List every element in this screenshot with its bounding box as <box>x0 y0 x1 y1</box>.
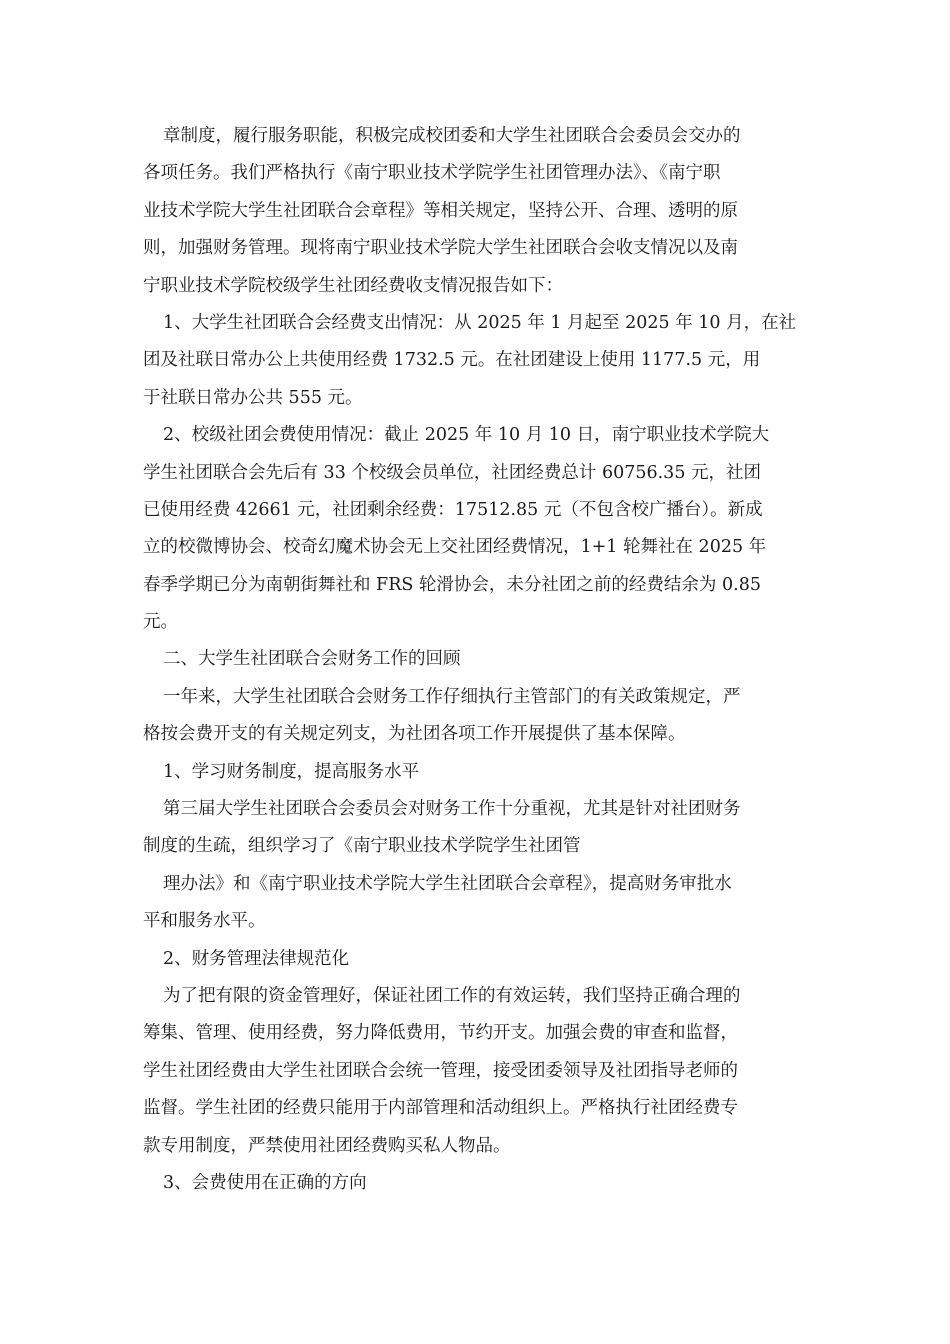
text-line: 于社联日常办公共 555 元。 <box>143 387 363 408</box>
text-line: 制度的生疏，组织学习了《南宁职业技术学院学生社团管 <box>143 836 581 857</box>
text-line: 理办法》和《南宁职业技术学院大学生社团联合会章程》，提高财务审批水 <box>163 873 732 894</box>
text-line: 一年来，大学生社团联合会财务工作仔细执行主管部门的有关政策规定，严 <box>163 686 741 707</box>
text-line: 立的校微博协会、校奇幻魔术协会无上交社团经费情况，1+1 轮舞社在 2025 年 <box>143 537 767 558</box>
text-line: 格按会费开支的有关规定列支，为社团各项工作开展提供了基本保障。 <box>143 724 686 745</box>
text-line: 学生社团经费由大学生社团联合会统一管理，接受团委领导及社团指导老师的 <box>143 1060 738 1081</box>
text-line: 1、大学生社团联合会经费支出情况：从 2025 年 1 月起至 2025 年 10 月，在社 <box>163 312 797 333</box>
text-line: 各项任务。我们严格执行《南宁职业技术学院学生社团管理办法》、《南宁职 <box>143 163 721 184</box>
text-line: 平和服务水平。 <box>143 911 266 932</box>
text-line: 宁职业技术学院校级学生社团经费收支情况报告如下： <box>143 275 563 296</box>
text-line: 监督。学生社团的经费只能用于内部管理和活动组织上。严格执行社团经费专 <box>143 1098 738 1119</box>
text-line: 为了把有限的资金管理好，保证社团工作的有效运转，我们坚持正确合理的 <box>163 985 741 1006</box>
text-line: 业技术学院大学生社团联合会章程》等相关规定，坚持公开、合理、透明的原 <box>143 200 738 221</box>
text-line: 已使用经费 42661 元，社团剩余经费：17512.85 元（不包含校广播台）。新成 <box>143 499 763 520</box>
text-line: 第三届大学生社团联合会委员会对财务工作十分重视，尤其是针对社团财务 <box>163 799 741 820</box>
text-line: 筹集、管理、使用经费，努力降低费用，节约开支。加强会费的审查和监督， <box>143 1023 738 1044</box>
text-line: 元。 <box>143 612 178 633</box>
text-line: 春季学期已分为南朝街舞社和 FRS 轮滑协会，未分社团之前的经费结余为 0.85 <box>143 574 761 595</box>
text-line: 款专用制度，严禁使用社团经费购买私人物品。 <box>143 1135 511 1156</box>
text-line: 2、校级社团会费使用情况：截止 2025 年 10 月 10 日，南宁职业技术学院大 <box>163 425 770 446</box>
subsection-heading: 2、财务管理法律规范化 <box>163 948 350 969</box>
section-heading: 二、大学生社团联合会财务工作的回顾 <box>163 649 461 670</box>
text-line: 学生社团联合会先后有 33 个校级会员单位，社团经费总计 60756.35 元，社团 <box>143 462 762 483</box>
subsection-heading: 1、学习财务制度，提高服务水平 <box>163 761 420 782</box>
text-line: 章制度，履行服务职能，积极完成校团委和大学生社团联合会委员会交办的 <box>163 126 741 146</box>
text-line: 团及社联日常办公上共使用经费 1732.5 元。在社团建设上使用 1177.5 元，用 <box>143 350 761 371</box>
subsection-heading: 3、会费使用在正确的方向 <box>163 1172 367 1193</box>
text-line: 则，加强财务管理。现将南宁职业技术学院大学生社团联合会收支情况以及南 <box>143 238 738 259</box>
document-body <box>143 118 807 1202</box>
